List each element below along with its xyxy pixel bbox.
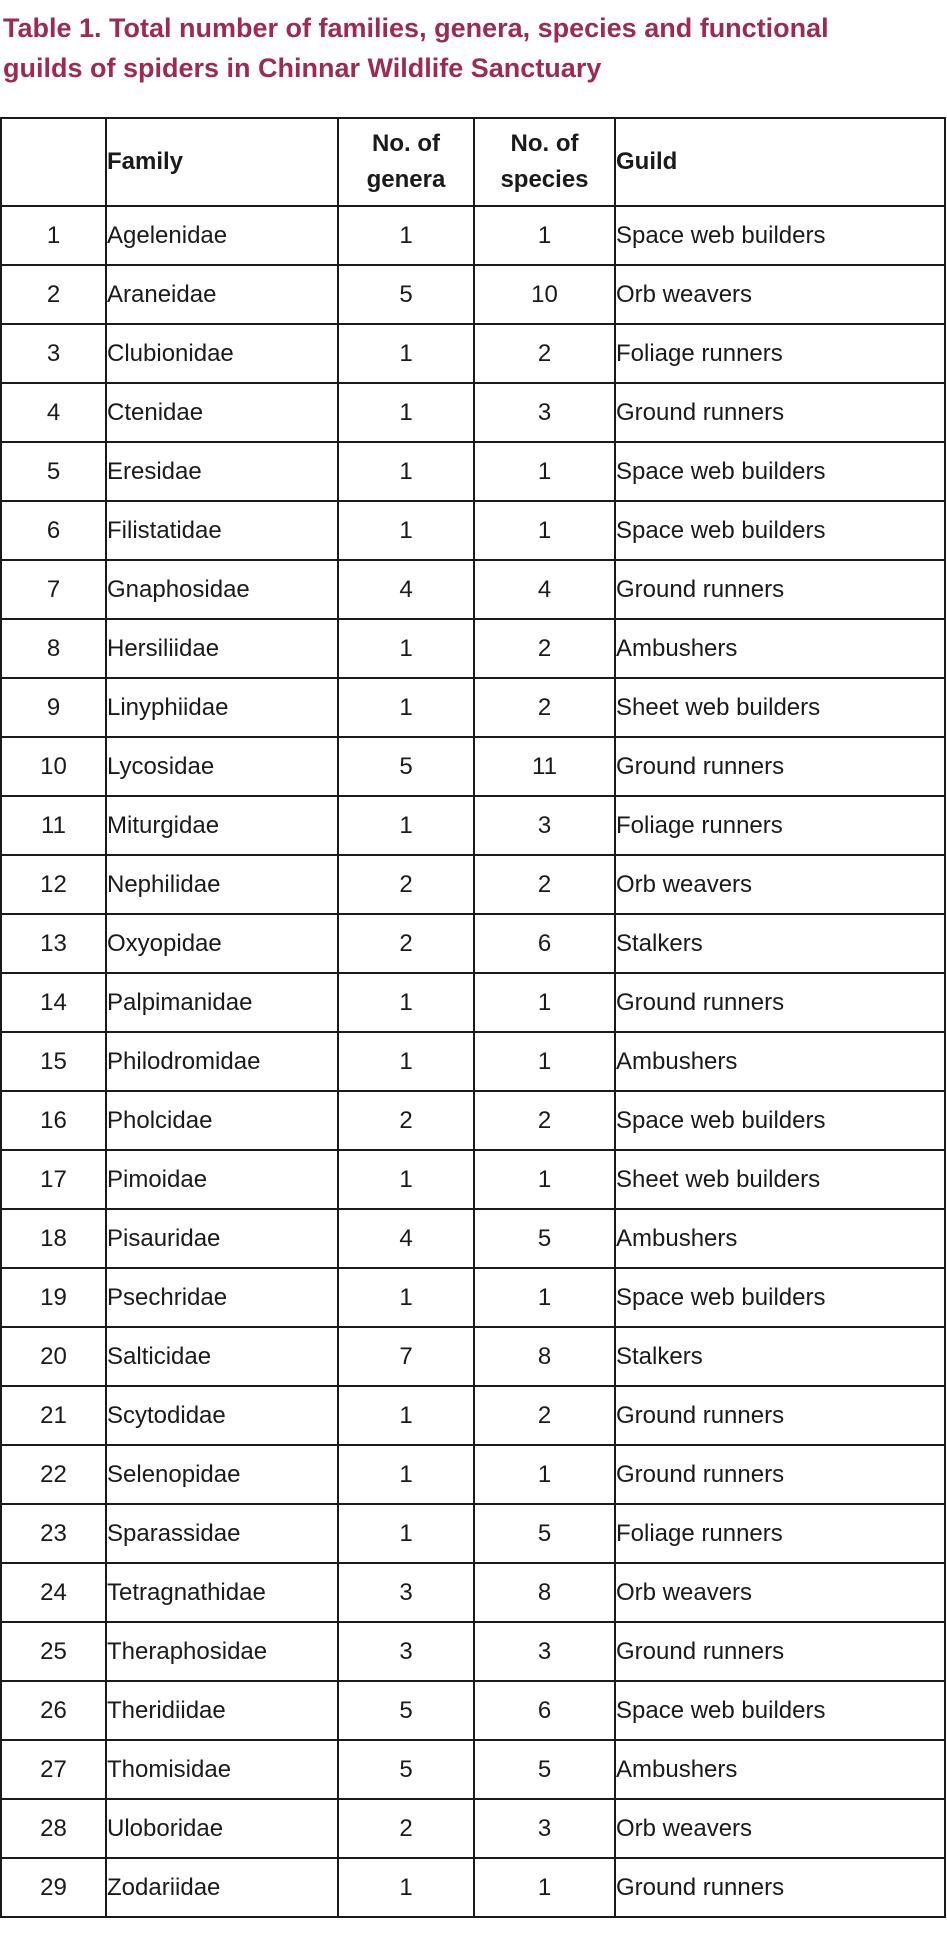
header-genera-line2: genera [366, 166, 446, 193]
cell-guild: Space web builders [615, 1268, 945, 1327]
cell-species: 2 [474, 324, 615, 383]
cell-genera: 1 [338, 1150, 474, 1209]
table-row [1, 1858, 945, 1917]
caption-line-2: guilds of spiders in Chinnar Wildlife Sanctuary [3, 53, 602, 83]
header-row [1, 118, 945, 206]
table-row [1, 265, 945, 324]
cell-guild: Space web builders [615, 206, 945, 265]
cell-species: 2 [474, 855, 615, 914]
cell-family: Pimoidae [106, 1150, 338, 1209]
cell-species: 5 [474, 1209, 615, 1268]
cell-family: Filistatidae [106, 501, 338, 560]
cell-species: 2 [474, 1386, 615, 1445]
cell-family: Philodromidae [106, 1032, 338, 1091]
cell-genera: 3 [338, 1563, 474, 1622]
cell-index: 6 [1, 501, 106, 560]
cell-species: 8 [474, 1563, 615, 1622]
header-guild: Guild [615, 118, 945, 206]
cell-genera: 1 [338, 1032, 474, 1091]
cell-genera: 1 [338, 324, 474, 383]
cell-species: 1 [474, 442, 615, 501]
cell-guild: Ground runners [615, 560, 945, 619]
cell-guild: Stalkers [615, 914, 945, 973]
cell-guild: Ground runners [615, 383, 945, 442]
cell-genera: 1 [338, 206, 474, 265]
cell-species: 5 [474, 1504, 615, 1563]
cell-family: Tetragnathidae [106, 1563, 338, 1622]
cell-index: 11 [1, 796, 106, 855]
cell-index: 15 [1, 1032, 106, 1091]
table-row [1, 501, 945, 560]
cell-family: Pisauridae [106, 1209, 338, 1268]
cell-genera: 1 [338, 501, 474, 560]
cell-guild: Ambushers [615, 1740, 945, 1799]
table-row [1, 383, 945, 442]
cell-species: 8 [474, 1327, 615, 1386]
cell-index: 26 [1, 1681, 106, 1740]
table-body [1, 206, 945, 1917]
cell-family: Linyphiidae [106, 678, 338, 737]
cell-guild: Orb weavers [615, 1563, 945, 1622]
cell-guild: Orb weavers [615, 265, 945, 324]
cell-genera: 1 [338, 796, 474, 855]
cell-index: 5 [1, 442, 106, 501]
table-row [1, 560, 945, 619]
caption-line-1: Table 1. Total number of families, genera, species and functional [3, 13, 829, 43]
cell-species: 6 [474, 1681, 615, 1740]
cell-species: 2 [474, 678, 615, 737]
cell-index: 14 [1, 973, 106, 1032]
table-row [1, 1622, 945, 1681]
table-row [1, 1268, 945, 1327]
cell-genera: 2 [338, 914, 474, 973]
cell-index: 7 [1, 560, 106, 619]
table-row [1, 973, 945, 1032]
cell-index: 13 [1, 914, 106, 973]
cell-index: 12 [1, 855, 106, 914]
cell-index: 24 [1, 1563, 106, 1622]
cell-family: Theridiidae [106, 1681, 338, 1740]
cell-species: 1 [474, 1032, 615, 1091]
cell-index: 16 [1, 1091, 106, 1150]
cell-index: 23 [1, 1504, 106, 1563]
cell-guild: Ground runners [615, 1386, 945, 1445]
header-genera [338, 118, 474, 206]
cell-guild: Stalkers [615, 1327, 945, 1386]
table-row [1, 1150, 945, 1209]
table-row [1, 1563, 945, 1622]
table-row [1, 1799, 945, 1858]
cell-genera: 2 [338, 855, 474, 914]
cell-guild: Ambushers [615, 619, 945, 678]
header-family: Family [106, 118, 338, 206]
cell-index: 17 [1, 1150, 106, 1209]
cell-family: Nephilidae [106, 855, 338, 914]
table-row [1, 855, 945, 914]
cell-species: 1 [474, 1445, 615, 1504]
cell-species: 3 [474, 1799, 615, 1858]
header-species-line2: species [500, 166, 589, 193]
cell-index: 21 [1, 1386, 106, 1445]
cell-genera: 1 [338, 442, 474, 501]
table-row [1, 737, 945, 796]
cell-index: 19 [1, 1268, 106, 1327]
cell-family: Scytodidae [106, 1386, 338, 1445]
cell-family: Selenopidae [106, 1445, 338, 1504]
cell-species: 10 [474, 265, 615, 324]
cell-family: Gnaphosidae [106, 560, 338, 619]
cell-guild: Space web builders [615, 1091, 945, 1150]
header-species [474, 118, 615, 206]
cell-guild: Sheet web builders [615, 678, 945, 737]
table-row [1, 1504, 945, 1563]
table-row [1, 1740, 945, 1799]
cell-family: Psechridae [106, 1268, 338, 1327]
table-row [1, 1209, 945, 1268]
cell-index: 4 [1, 383, 106, 442]
cell-genera: 5 [338, 265, 474, 324]
cell-index: 28 [1, 1799, 106, 1858]
cell-index: 27 [1, 1740, 106, 1799]
cell-genera: 4 [338, 1209, 474, 1268]
cell-species: 3 [474, 796, 615, 855]
table-row [1, 914, 945, 973]
cell-index: 29 [1, 1858, 106, 1917]
cell-species: 4 [474, 560, 615, 619]
cell-index: 1 [1, 206, 106, 265]
cell-family: Theraphosidae [106, 1622, 338, 1681]
cell-species: 3 [474, 1622, 615, 1681]
table-row [1, 206, 945, 265]
cell-guild: Space web builders [615, 501, 945, 560]
cell-family: Oxyopidae [106, 914, 338, 973]
cell-family: Agelenidae [106, 206, 338, 265]
cell-guild: Foliage runners [615, 1504, 945, 1563]
cell-family: Sparassidae [106, 1504, 338, 1563]
table-row [1, 1091, 945, 1150]
cell-guild: Ambushers [615, 1032, 945, 1091]
cell-genera: 1 [338, 678, 474, 737]
cell-species: 5 [474, 1740, 615, 1799]
cell-genera: 5 [338, 1681, 474, 1740]
cell-genera: 3 [338, 1622, 474, 1681]
table-row [1, 1327, 945, 1386]
cell-family: Ctenidae [106, 383, 338, 442]
cell-guild: Foliage runners [615, 324, 945, 383]
cell-guild: Ground runners [615, 1622, 945, 1681]
cell-species: 1 [474, 1268, 615, 1327]
cell-family: Lycosidae [106, 737, 338, 796]
cell-species: 3 [474, 383, 615, 442]
table-caption [3, 8, 933, 88]
cell-guild: Sheet web builders [615, 1150, 945, 1209]
table-row [1, 1032, 945, 1091]
cell-index: 3 [1, 324, 106, 383]
cell-genera: 1 [338, 383, 474, 442]
cell-species: 2 [474, 619, 615, 678]
cell-family: Palpimanidae [106, 973, 338, 1032]
cell-species: 6 [474, 914, 615, 973]
header-genera-line1: No. of [372, 130, 440, 157]
cell-guild: Ground runners [615, 1858, 945, 1917]
cell-species: 1 [474, 973, 615, 1032]
table-row [1, 678, 945, 737]
table-row [1, 619, 945, 678]
cell-index: 25 [1, 1622, 106, 1681]
cell-species: 1 [474, 1150, 615, 1209]
cell-index: 22 [1, 1445, 106, 1504]
table-row [1, 442, 945, 501]
cell-genera: 5 [338, 737, 474, 796]
table-row [1, 1445, 945, 1504]
cell-genera: 1 [338, 1268, 474, 1327]
cell-genera: 1 [338, 973, 474, 1032]
cell-family: Clubionidae [106, 324, 338, 383]
cell-family: Uloboridae [106, 1799, 338, 1858]
cell-family: Zodariidae [106, 1858, 338, 1917]
cell-genera: 2 [338, 1799, 474, 1858]
cell-index: 9 [1, 678, 106, 737]
spider-families-table [0, 117, 946, 1918]
cell-genera: 1 [338, 1504, 474, 1563]
cell-family: Pholcidae [106, 1091, 338, 1150]
table-row [1, 324, 945, 383]
cell-species: 1 [474, 1858, 615, 1917]
cell-index: 2 [1, 265, 106, 324]
cell-family: Salticidae [106, 1327, 338, 1386]
cell-genera: 1 [338, 1386, 474, 1445]
header-species-line1: No. of [510, 130, 579, 157]
cell-family: Eresidae [106, 442, 338, 501]
cell-species: 1 [474, 501, 615, 560]
cell-index: 20 [1, 1327, 106, 1386]
cell-guild: Foliage runners [615, 796, 945, 855]
cell-genera: 1 [338, 1445, 474, 1504]
cell-genera: 1 [338, 1858, 474, 1917]
cell-family: Hersiliidae [106, 619, 338, 678]
cell-guild: Space web builders [615, 1681, 945, 1740]
cell-guild: Orb weavers [615, 1799, 945, 1858]
table-row [1, 796, 945, 855]
cell-family: Thomisidae [106, 1740, 338, 1799]
table-row [1, 1681, 945, 1740]
cell-genera: 1 [338, 619, 474, 678]
cell-genera: 4 [338, 560, 474, 619]
table-row [1, 1386, 945, 1445]
cell-family: Miturgidae [106, 796, 338, 855]
cell-genera: 2 [338, 1091, 474, 1150]
cell-species: 11 [474, 737, 615, 796]
cell-index: 18 [1, 1209, 106, 1268]
cell-genera: 5 [338, 1740, 474, 1799]
cell-species: 2 [474, 1091, 615, 1150]
header-index [1, 118, 106, 206]
cell-species: 1 [474, 206, 615, 265]
cell-family: Araneidae [106, 265, 338, 324]
cell-guild: Ground runners [615, 1445, 945, 1504]
cell-guild: Space web builders [615, 442, 945, 501]
cell-index: 10 [1, 737, 106, 796]
cell-guild: Orb weavers [615, 855, 945, 914]
cell-index: 8 [1, 619, 106, 678]
cell-genera: 7 [338, 1327, 474, 1386]
cell-guild: Ambushers [615, 1209, 945, 1268]
cell-guild: Ground runners [615, 973, 945, 1032]
cell-guild: Ground runners [615, 737, 945, 796]
